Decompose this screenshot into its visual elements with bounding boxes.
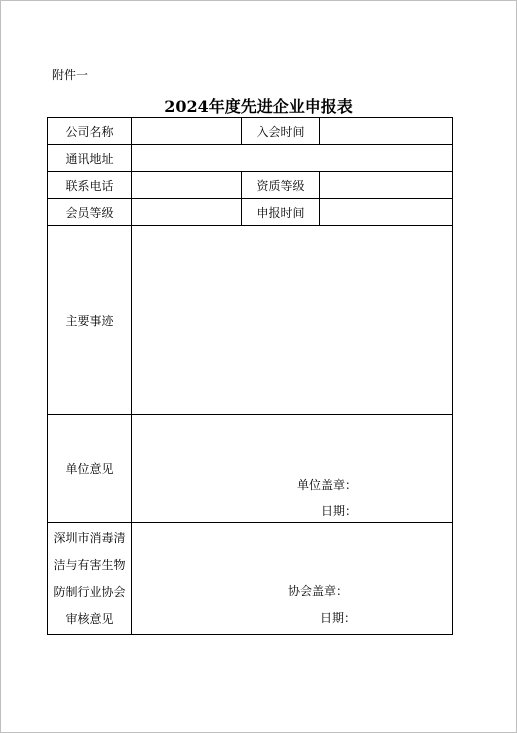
document-title: 2024年度先进企业申报表 bbox=[164, 97, 353, 116]
association-review-field[interactable] bbox=[132, 523, 453, 635]
member-level-label: 会员等级 bbox=[48, 199, 132, 226]
unit-opinion-label: 单位意见 bbox=[48, 415, 132, 523]
row-unit-opinion bbox=[48, 415, 453, 523]
unit-opinion-field[interactable] bbox=[132, 415, 453, 523]
row-association-review bbox=[48, 523, 453, 635]
apply-time-label: 申报时间 bbox=[242, 199, 320, 226]
row-contact-phone bbox=[48, 172, 453, 199]
attachment-label: 附件一 bbox=[52, 68, 89, 82]
association-seal-label: 协会盖章： bbox=[288, 584, 349, 598]
unit-seal-label: 单位盖章： bbox=[297, 478, 358, 492]
main-deeds-field[interactable] bbox=[132, 226, 453, 415]
review-label-line: 防制行业协会 bbox=[53, 584, 126, 599]
association-date-label: 日期： bbox=[320, 611, 357, 625]
contact-phone-field[interactable] bbox=[132, 172, 242, 199]
member-level-field[interactable] bbox=[132, 199, 242, 226]
review-label-line: 审核意见 bbox=[65, 611, 114, 626]
review-label-line: 深圳市消毒清 bbox=[53, 530, 126, 545]
address-field[interactable] bbox=[132, 145, 453, 172]
row-member-level bbox=[48, 199, 453, 226]
join-time-field[interactable] bbox=[320, 118, 453, 145]
application-form-table bbox=[47, 117, 453, 635]
association-review-label bbox=[48, 523, 132, 635]
row-company-name bbox=[48, 118, 453, 145]
review-label-line: 洁与有害生物 bbox=[53, 557, 126, 572]
qualification-level-field[interactable] bbox=[320, 172, 453, 199]
qualification-level-label: 资质等级 bbox=[242, 172, 320, 199]
company-name-field[interactable] bbox=[132, 118, 242, 145]
join-time-label: 入会时间 bbox=[242, 118, 320, 145]
address-label: 通讯地址 bbox=[48, 145, 132, 172]
apply-time-field[interactable] bbox=[320, 199, 453, 226]
contact-phone-label: 联系电话 bbox=[48, 172, 132, 199]
main-deeds-label: 主要事迹 bbox=[48, 226, 132, 415]
unit-date-label: 日期： bbox=[321, 504, 358, 518]
company-name-label: 公司名称 bbox=[48, 118, 132, 145]
row-main-deeds bbox=[48, 226, 453, 415]
row-address bbox=[48, 145, 453, 172]
